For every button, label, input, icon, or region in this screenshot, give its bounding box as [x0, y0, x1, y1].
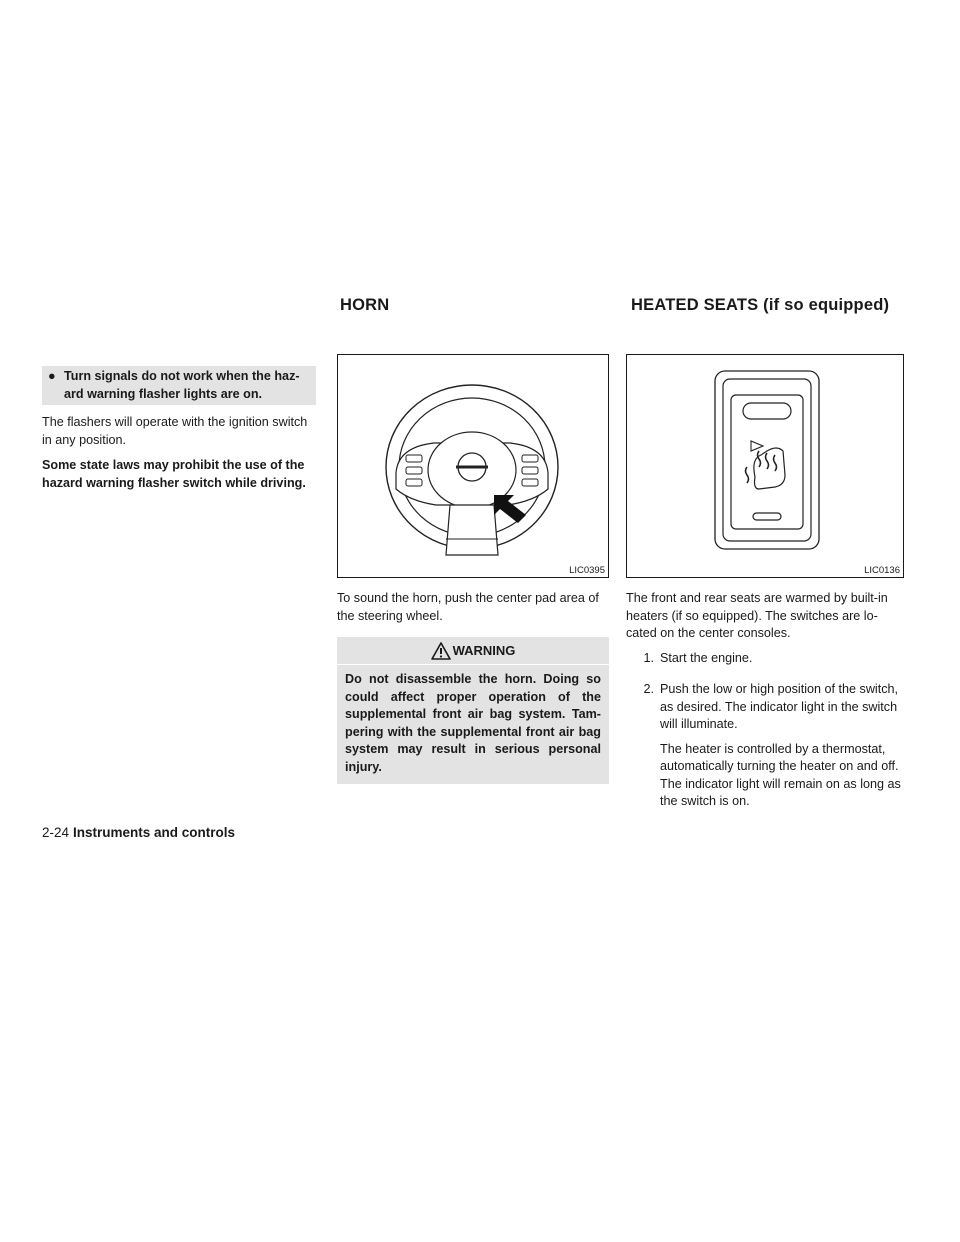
step-number: 2.: [643, 682, 654, 696]
steering-wheel-icon: [338, 355, 608, 577]
page-number: 2-24: [42, 825, 70, 840]
horn-paragraph: To sound the horn, push the center pad area of the steering wheel.: [337, 591, 599, 623]
horn-figure-label: LIC0395: [569, 565, 605, 576]
horn-warning-box: [337, 637, 609, 784]
step-number: 1.: [643, 650, 654, 665]
heated-seats-figure: [626, 354, 904, 578]
turn-signal-note-text: Turn signals do not work when the haz- ard warning flasher lights are on.: [64, 369, 300, 401]
page-footer: [42, 825, 235, 840]
horn-column: [337, 590, 609, 784]
heated-seat-switch-icon: [627, 355, 903, 577]
step-extra-text: The heater is controlled by a thermostat, automatically turning the heater on and off. The indicator light will remain on as long as the switch is on.: [660, 741, 901, 808]
step-item: [626, 650, 904, 675]
heated-seats-column: [626, 590, 904, 825]
flashers-paragraph: The flashers will operate with the ignition switch in any position.: [42, 415, 308, 447]
step-text: Push the low or high position of the switch, as desired. The indicator light in the switch will illuminate.: [660, 682, 899, 731]
warning-triangle-icon: [431, 642, 451, 660]
warning-title: WARNING: [452, 642, 516, 658]
turn-signal-note: [42, 366, 316, 405]
heated-seats-steps: [626, 650, 904, 818]
bullet-icon: ●: [48, 369, 56, 383]
step-text: Start the engine.: [660, 650, 753, 665]
step-item: [626, 681, 904, 818]
heated-seats-heading: HEATED SEATS (if so equipped): [631, 296, 890, 314]
warning-header: [337, 637, 609, 665]
left-column: [42, 366, 316, 500]
state-laws-paragraph: Some state laws may prohibit the use of the hazard warning flasher switch while driving.: [42, 458, 306, 490]
horn-heading: HORN: [340, 296, 390, 314]
horn-figure: [337, 354, 609, 578]
section-title: Instruments and controls: [73, 825, 236, 840]
heated-seats-intro: The front and rear seats are warmed by built-in heaters (if so equipped). The switches are lo- cated on the center consoles.: [626, 591, 888, 640]
heated-seats-figure-label: LIC0136: [864, 565, 900, 576]
warning-text: Do not disassemble the horn. Doing so could affect proper operation of the supplemental front air bag system. Tam- pering with the supplemental front air bag system may result in serious personal injury.: [345, 672, 601, 774]
